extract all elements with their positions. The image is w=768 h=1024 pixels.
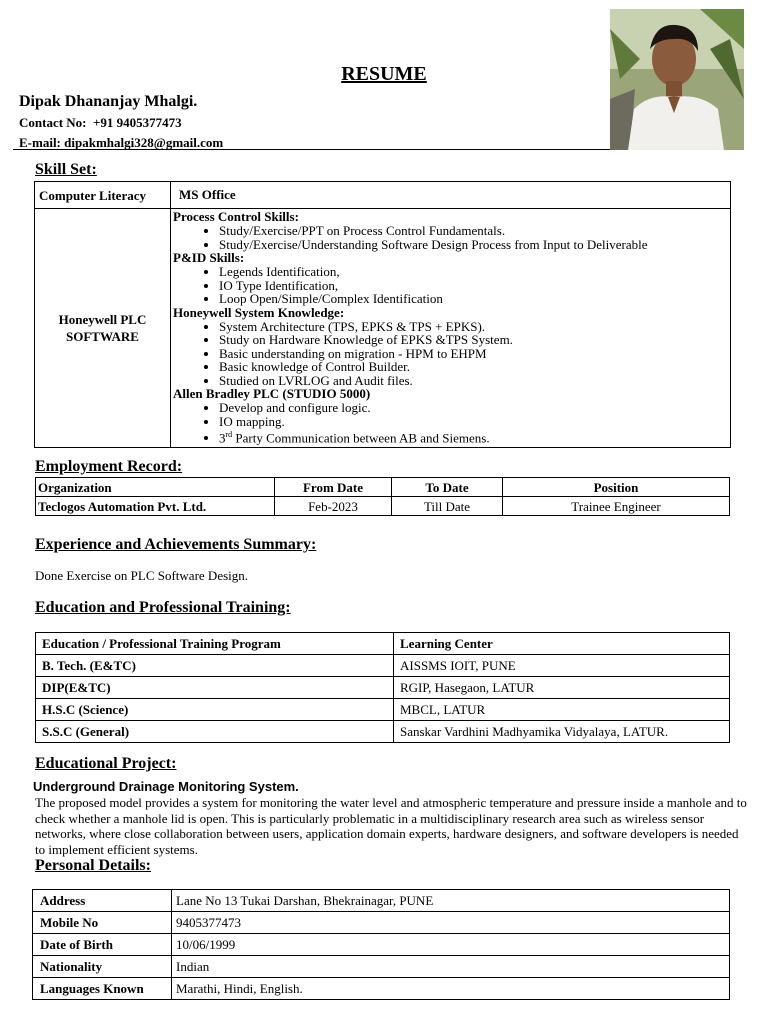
skill-group-title: Honeywell System Knowledge:: [173, 304, 345, 320]
skill-list: [173, 401, 728, 445]
list-item: • Study/Exercise/PPT on Process Control Fundamentals.: [219, 224, 728, 238]
list-item: • IO mapping.: [219, 415, 728, 429]
personal-label: Address: [33, 890, 172, 912]
personal-label: Date of Birth: [33, 934, 172, 956]
table-row: [33, 912, 730, 934]
list-item: • Basic understanding on migration - HPM to EHPM: [219, 347, 728, 361]
third-sup: rd: [225, 430, 233, 439]
emp-from: Feb-2023: [275, 497, 392, 516]
table-row: [35, 182, 731, 209]
edu-center: RGIP, Hasegaon, LATUR: [394, 677, 730, 699]
profile-photo: [610, 9, 744, 150]
third-text: Party Communication between AB and Siemens.: [235, 430, 490, 446]
skills-heading: Skill Set:: [35, 161, 97, 178]
emp-header-position: Position: [503, 478, 730, 497]
contact-line: [19, 115, 182, 131]
personal-value: 9405377473: [172, 912, 730, 934]
table-row: [33, 890, 730, 912]
personal-table: [32, 889, 730, 1000]
education-heading: Education and Professional Training:: [35, 599, 291, 616]
contact-value: +91 9405377473: [93, 115, 182, 130]
emp-header-to: To Date: [392, 478, 503, 497]
list-item: • System Architecture (TPS, EPKS & TPS + EPKS).: [219, 320, 728, 334]
table-row: [33, 978, 730, 1000]
table-row: [36, 633, 730, 655]
personal-label: Mobile No: [33, 912, 172, 934]
table-row: [36, 721, 730, 743]
emp-header-from: From Date: [275, 478, 392, 497]
skill-list: [173, 265, 728, 306]
personal-value: 10/06/1999: [172, 934, 730, 956]
table-row: [33, 934, 730, 956]
experience-text: Done Exercise on PLC Software Design.: [35, 568, 249, 583]
skill-group-title: Allen Bradley PLC (STUDIO 5000): [173, 386, 371, 401]
skills-table: [34, 181, 731, 448]
skill-list: [173, 320, 728, 388]
table-row: [35, 209, 731, 448]
employment-table: [35, 477, 730, 516]
email-label: E-mail:: [19, 135, 61, 150]
personal-heading: Personal Details:: [35, 857, 151, 874]
edu-program: H.S.C (Science): [36, 699, 394, 721]
project-heading: Educational Project:: [35, 755, 177, 772]
emp-position: Trainee Engineer: [503, 497, 730, 516]
emp-org: Teclogos Automation Pvt. Ltd.: [36, 497, 275, 516]
project-title: Underground Drainage Monitoring System.: [33, 779, 299, 794]
list-item: • Study on Hardware Knowledge of EPKS &TPS System.: [219, 333, 728, 347]
list-item: • Develop and configure logic.: [219, 401, 728, 415]
emp-to: Till Date: [392, 497, 503, 516]
person-photo-icon: [610, 9, 744, 150]
skill-value-computer: MS Office: [171, 182, 731, 209]
personal-value: Marathi, Hindi, English.: [172, 978, 730, 1000]
list-item: [219, 428, 728, 445]
edu-program: S.S.C (General): [36, 721, 394, 743]
edu-header-program: Education / Professional Training Program: [36, 633, 394, 655]
third-prefix: 3: [219, 430, 226, 446]
skill-label-computer: Computer Literacy: [35, 182, 171, 209]
personal-value: Lane No 13 Tukai Darshan, Bhekrainagar, PUNE: [172, 890, 730, 912]
table-row: [36, 699, 730, 721]
candidate-name: Dipak Dhananjay Mhalgi.: [19, 93, 198, 110]
list-item: • Loop Open/Simple/Complex Identification: [219, 292, 728, 306]
table-row: [36, 655, 730, 677]
edu-program: B. Tech. (E&TC): [36, 655, 394, 677]
email-value: dipakmhalgi328@gmail.com: [64, 135, 224, 150]
list-item: • Legends Identification,: [219, 265, 728, 279]
table-row: [36, 497, 730, 516]
list-item: • Basic knowledge of Control Builder.: [219, 360, 728, 374]
table-row: [33, 956, 730, 978]
contact-label: Contact No:: [19, 115, 87, 130]
personal-value: Indian: [172, 956, 730, 978]
table-row: [36, 478, 730, 497]
edu-center: Sanskar Vardhini Madhyamika Vidyalaya, LATUR.: [394, 721, 730, 743]
skill-group-title: P&ID Skills:: [173, 250, 245, 265]
table-row: [36, 677, 730, 699]
list-item: • Study/Exercise/Understanding Software Design Process from Input to Deliverable: [219, 238, 728, 252]
resume-title: RESUME: [341, 63, 427, 85]
list-item: • Studied on LVRLOG and Audit files.: [219, 374, 728, 388]
skill-details: [171, 209, 731, 448]
personal-label: Nationality: [33, 956, 172, 978]
edu-header-center: Learning Center: [394, 633, 730, 655]
list-item: • IO Type Identification,: [219, 279, 728, 293]
education-table: [35, 632, 730, 743]
edu-center: AISSMS IOIT, PUNE: [394, 655, 730, 677]
edu-program: DIP(E&TC): [36, 677, 394, 699]
employment-heading: Employment Record:: [35, 458, 183, 475]
project-text: The proposed model provides a system for monitoring the water level and atmospheric temperature and pressure inside a manhole and to check whether a manhole lid is open. This is particularly problematic in a multidisciplinary research area such as wireless sensor networks, where close collaboration between users, application domain experts, hardware designers, and software developers is needed to implement efficient systems.: [35, 795, 747, 857]
skill-group-title: Process Control Skills:: [173, 209, 299, 224]
skill-list: [173, 224, 728, 251]
edu-center: MBCL, LATUR: [394, 699, 730, 721]
personal-label: Languages Known: [33, 978, 172, 1000]
skill-label-honeywell: Honeywell PLC SOFTWARE: [35, 209, 171, 448]
experience-heading: Experience and Achievements Summary:: [35, 536, 317, 553]
emp-header-org: Organization: [36, 478, 275, 497]
